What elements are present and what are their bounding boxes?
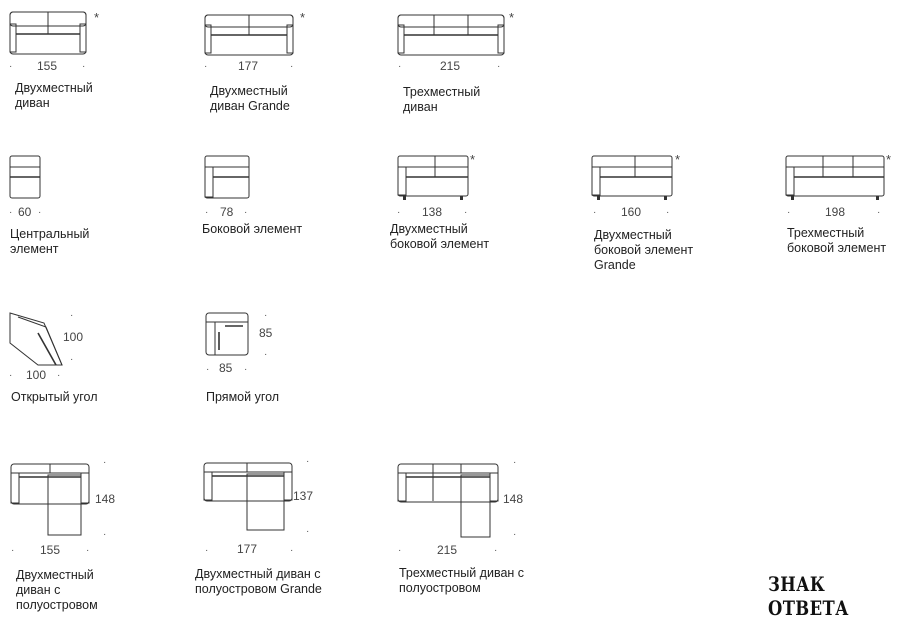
sofa-2-grande-width: 177 <box>238 59 259 73</box>
sofa-3-drawing <box>396 13 506 57</box>
dim-tick-right: · <box>86 545 90 556</box>
open-corner-depth: 100 <box>63 330 84 344</box>
dim-tick-top: · <box>264 310 268 321</box>
sofa-2-grande-star: * <box>300 10 306 25</box>
open-corner-label: Открытый угол <box>11 390 98 404</box>
side-2-drawing <box>397 155 469 201</box>
dim-tick-left: · <box>205 207 209 218</box>
chaise-2-grande-drawing <box>203 462 293 532</box>
dim-tick-right: · <box>244 364 248 375</box>
side-2-label: Двухместный боковой элемент <box>390 222 490 251</box>
side-2-grande-label: Двухместный боковой элемент Grande <box>594 228 694 272</box>
dim-tick-left: · <box>204 61 208 72</box>
sofa-2-star: * <box>94 10 100 25</box>
dim-tick-right: · <box>38 207 42 218</box>
right-corner-label: Прямой угол <box>206 390 280 404</box>
side-3-drawing <box>785 155 885 201</box>
chaise-3-label: Трехместный диван с полуостровом <box>399 566 525 595</box>
right-corner-width: 85 <box>219 361 233 375</box>
central-width: 60 <box>18 205 32 219</box>
dim-tick-top: · <box>513 457 517 468</box>
dim-tick-bottom: · <box>70 354 74 365</box>
dim-tick-left: · <box>787 207 791 218</box>
dim-tick-bottom: · <box>264 349 268 360</box>
dim-tick-left: · <box>593 207 597 218</box>
sofa-3-star: * <box>509 10 515 25</box>
dim-tick-left: · <box>9 370 13 381</box>
dim-tick-top: · <box>70 310 74 321</box>
side-2-grande-width: 160 <box>621 205 642 219</box>
dim-tick-right: · <box>290 61 294 72</box>
sofa-2-grande-label: Двухместный диван Grande <box>210 84 290 113</box>
dim-tick-right: · <box>497 61 501 72</box>
brand-logo-text: ЗНАК ОТВЕТА <box>768 572 849 620</box>
dim-tick-left: · <box>11 545 15 556</box>
sofa-2-label: Двухместный диван <box>15 81 93 110</box>
side-3-width: 198 <box>825 205 846 219</box>
dim-tick-right: · <box>877 207 881 218</box>
sofa-2-drawing <box>8 10 88 58</box>
dim-tick-top: · <box>103 457 107 468</box>
right-corner-depth: 85 <box>259 326 273 340</box>
side-2-width: 138 <box>422 205 443 219</box>
side-2-grande-star: * <box>675 152 681 167</box>
side-label: Боковой элемент <box>202 222 303 236</box>
sofa-2-grande-drawing <box>203 13 295 57</box>
chaise-3-depth: 148 <box>503 492 524 506</box>
dim-tick-right: · <box>290 545 294 556</box>
dim-tick-bottom: · <box>306 526 310 537</box>
dim-tick-left: · <box>398 61 402 72</box>
side-2-grande-drawing <box>591 155 673 201</box>
central-drawing <box>9 155 41 199</box>
dim-tick-right: · <box>244 207 248 218</box>
side-2-star: * <box>470 152 476 167</box>
dim-tick-right: · <box>82 61 86 72</box>
dim-tick-right: · <box>57 370 61 381</box>
dim-tick-left: · <box>398 545 402 556</box>
chaise-2-grande-label: Двухместный диван с полуостровом Grande <box>195 567 322 596</box>
dim-tick-bottom: · <box>513 529 517 540</box>
dim-tick-left: · <box>9 61 13 72</box>
open-corner-drawing <box>8 311 64 367</box>
open-corner-width: 100 <box>26 368 47 382</box>
sofa-3-label: Трехместный диван <box>403 85 481 114</box>
side-drawing <box>204 155 250 199</box>
side-3-star: * <box>886 152 892 167</box>
dim-tick-right: · <box>464 207 468 218</box>
chaise-2-label: Двухместный диван с полуостровом <box>16 568 98 612</box>
chaise-3-drawing <box>397 463 499 539</box>
chaise-2-drawing <box>10 463 90 537</box>
dim-tick-left: · <box>397 207 401 218</box>
dim-tick-right: · <box>494 545 498 556</box>
central-label: Центральный элемент <box>10 227 90 256</box>
chaise-2-width: 155 <box>40 543 61 557</box>
right-corner-drawing <box>205 312 249 356</box>
dim-tick-top: · <box>306 456 310 467</box>
sofa-2-width: 155 <box>37 59 58 73</box>
dim-tick-left: · <box>205 545 209 556</box>
dim-tick-left: · <box>9 207 13 218</box>
side-width: 78 <box>220 205 234 219</box>
chaise-2-grande-depth: 137 <box>293 489 314 503</box>
chaise-2-depth: 148 <box>95 492 116 506</box>
chaise-2-grande-width: 177 <box>237 542 258 556</box>
chaise-3-width: 215 <box>437 543 458 557</box>
sofa-3-width: 215 <box>440 59 461 73</box>
dim-tick-left: · <box>206 364 210 375</box>
side-3-label: Трехместный боковой элемент <box>787 226 887 255</box>
dim-tick-bottom: · <box>103 529 107 540</box>
dim-tick-right: · <box>666 207 670 218</box>
